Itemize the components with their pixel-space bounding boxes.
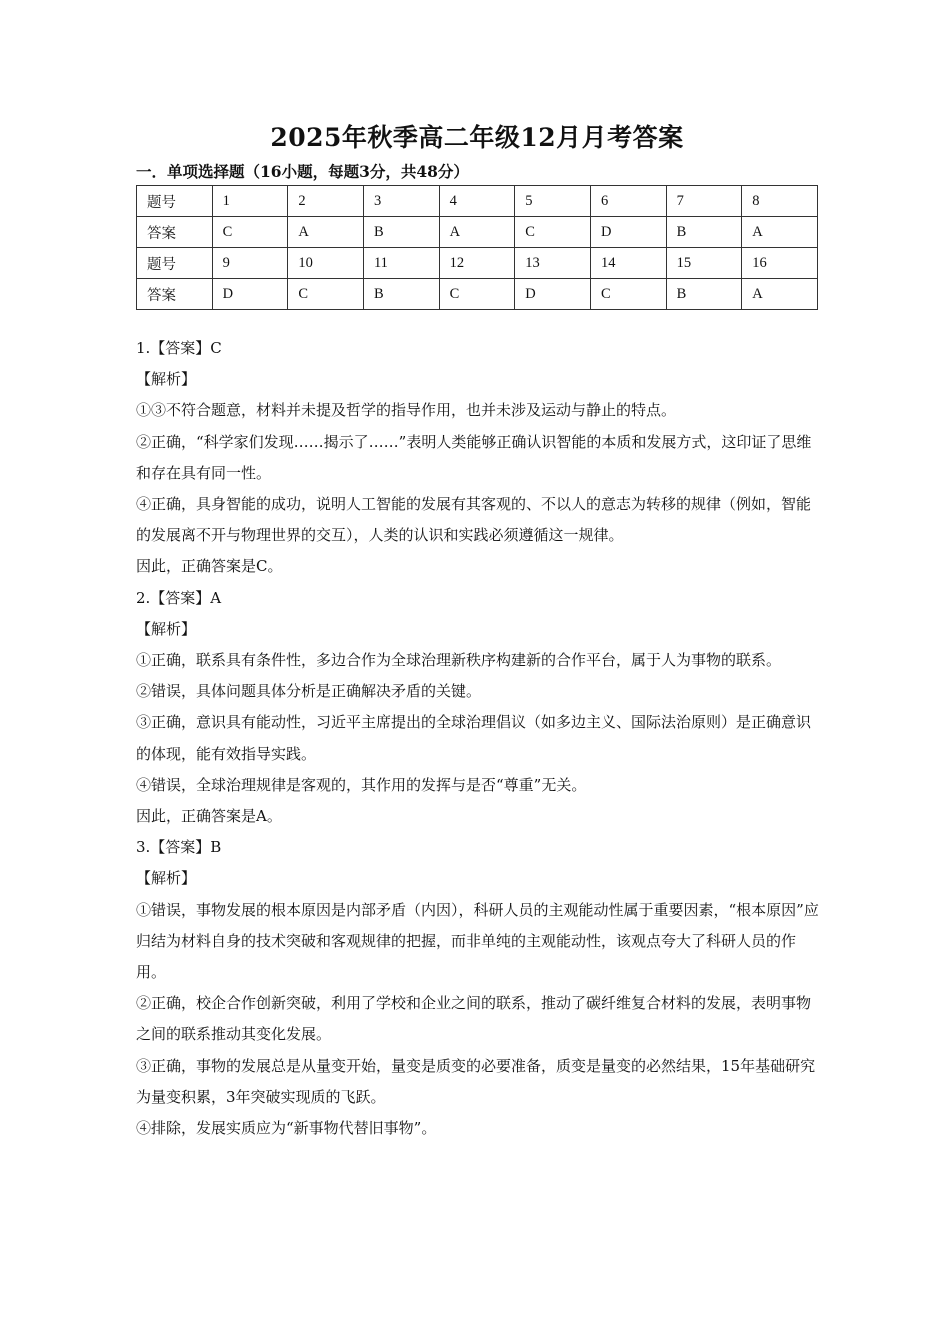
table-cell: D (515, 279, 591, 310)
answer-line: 3.【答案】B (136, 838, 222, 857)
table-cell: 15 (666, 248, 742, 279)
analysis-paragraph: ①正确，联系具有条件性，多边合作为全球治理新秩序构建新的合作平台，属于人为事物的联系。 (136, 651, 782, 670)
analysis-paragraph: ④排除，发展实质应为“新事物代替旧事物”。 (136, 1119, 437, 1138)
table-cell: 12 (439, 248, 515, 279)
table-row (137, 217, 818, 248)
table-cell: 3 (363, 186, 439, 217)
table-cell: 13 (515, 248, 591, 279)
analysis-paragraph: ④正确，具身智能的成功，说明人工智能的发展有其客观的、不以人的意志为转移的规律（例如，智能的发展离不开与物理世界的交互），人类的认识和实践必须遵循这一规律。 (136, 495, 812, 545)
table-row (137, 186, 818, 217)
table-cell: 2 (288, 186, 364, 217)
table-cell: C (515, 217, 591, 248)
table-cell: C (439, 279, 515, 310)
table-row-header: 答案 (137, 279, 213, 310)
analysis-paragraph: ①③不符合题意，材料并未提及哲学的指导作用，也并未涉及运动与静止的特点。 (136, 401, 677, 420)
answer-line: 2.【答案】A (136, 588, 222, 607)
analysis-label: 【解析】 (136, 619, 197, 638)
table-cell: 4 (439, 186, 515, 217)
table-cell: B (363, 217, 439, 248)
table-row (137, 279, 818, 310)
table-row-header: 题号 (137, 248, 213, 279)
analysis-label: 【解析】 (136, 370, 197, 389)
table-cell: B (666, 217, 742, 248)
table-cell: 16 (742, 248, 818, 279)
answer-table (136, 185, 818, 310)
answer-line: 1.【答案】C (136, 339, 222, 357)
table-cell: 11 (363, 248, 439, 279)
table-cell: B (666, 279, 742, 310)
analysis-label: 【解析】 (136, 869, 197, 888)
table-cell: 9 (212, 248, 288, 279)
analysis-paragraph: 因此，正确答案是A。 (136, 807, 282, 826)
table-cell: B (363, 279, 439, 310)
analysis-paragraph: ③正确，事物的发展总是从量变开始，量变是质变的必要准备，质变是量变的必然结果，15年基础研究为量变积累，3年突破实现质的飞跃。 (136, 1056, 816, 1106)
question-block (136, 832, 822, 1144)
question-block (136, 583, 822, 833)
analysis-paragraph: ④错误，全球治理规律是客观的，其作用的发挥与是否“尊重”无关。 (136, 775, 587, 794)
table-cell: 5 (515, 186, 591, 217)
analysis-paragraph: 因此，正确答案是C。 (136, 557, 283, 576)
table-cell: 1 (212, 186, 288, 217)
analysis-paragraph: ③正确，意识具有能动性，习近平主席提出的全球治理倡议（如多边主义、国际法治原则）是正确意识的体现，能有效指导实践。 (136, 713, 812, 763)
table-cell: C (288, 279, 364, 310)
analysis-paragraph: ①错误，事物发展的根本原因是内部矛盾（内因），科研人员的主观能动性属于重要因素，“根本原因”应归结为材料自身的技术突破和客观规律的把握，而非单纯的主观能动性，该观点夸大了科研人员的作用。 (136, 900, 819, 982)
table-row-header: 答案 (137, 217, 213, 248)
table-cell: C (212, 217, 288, 248)
table-cell: 6 (590, 186, 666, 217)
table-cell: 7 (666, 186, 742, 217)
analysis-paragraph: ②正确，“科学家们发现……揭示了……”表明人类能够正确认识智能的本质和发展方式，这印证了思维和存在具有同一性。 (136, 432, 812, 482)
table-cell: 14 (590, 248, 666, 279)
table-cell: A (742, 217, 818, 248)
table-cell: C (590, 279, 666, 310)
analysis-paragraph: ②正确，校企合作创新突破，利用了学校和企业之间的联系，推动了碳纤维复合材料的发展，表明事物之间的联系推动其变化发展。 (136, 994, 812, 1044)
answer-explanations (136, 333, 822, 1144)
page-title: 2025年秋季高二年级12月月考答案 (270, 123, 684, 152)
table-cell: D (212, 279, 288, 310)
table-row (137, 248, 818, 279)
table-row-header: 题号 (137, 186, 213, 217)
section-heading: 一．单项选择题（16小题，每题3分，共48分） (136, 162, 469, 181)
table-cell: A (742, 279, 818, 310)
analysis-paragraph: ②错误，具体问题具体分析是正确解决矛盾的关键。 (136, 682, 482, 701)
question-block (136, 333, 822, 583)
table-cell: D (590, 217, 666, 248)
table-cell: 10 (288, 248, 364, 279)
table-cell: A (439, 217, 515, 248)
table-cell: 8 (742, 186, 818, 217)
table-cell: A (288, 217, 364, 248)
